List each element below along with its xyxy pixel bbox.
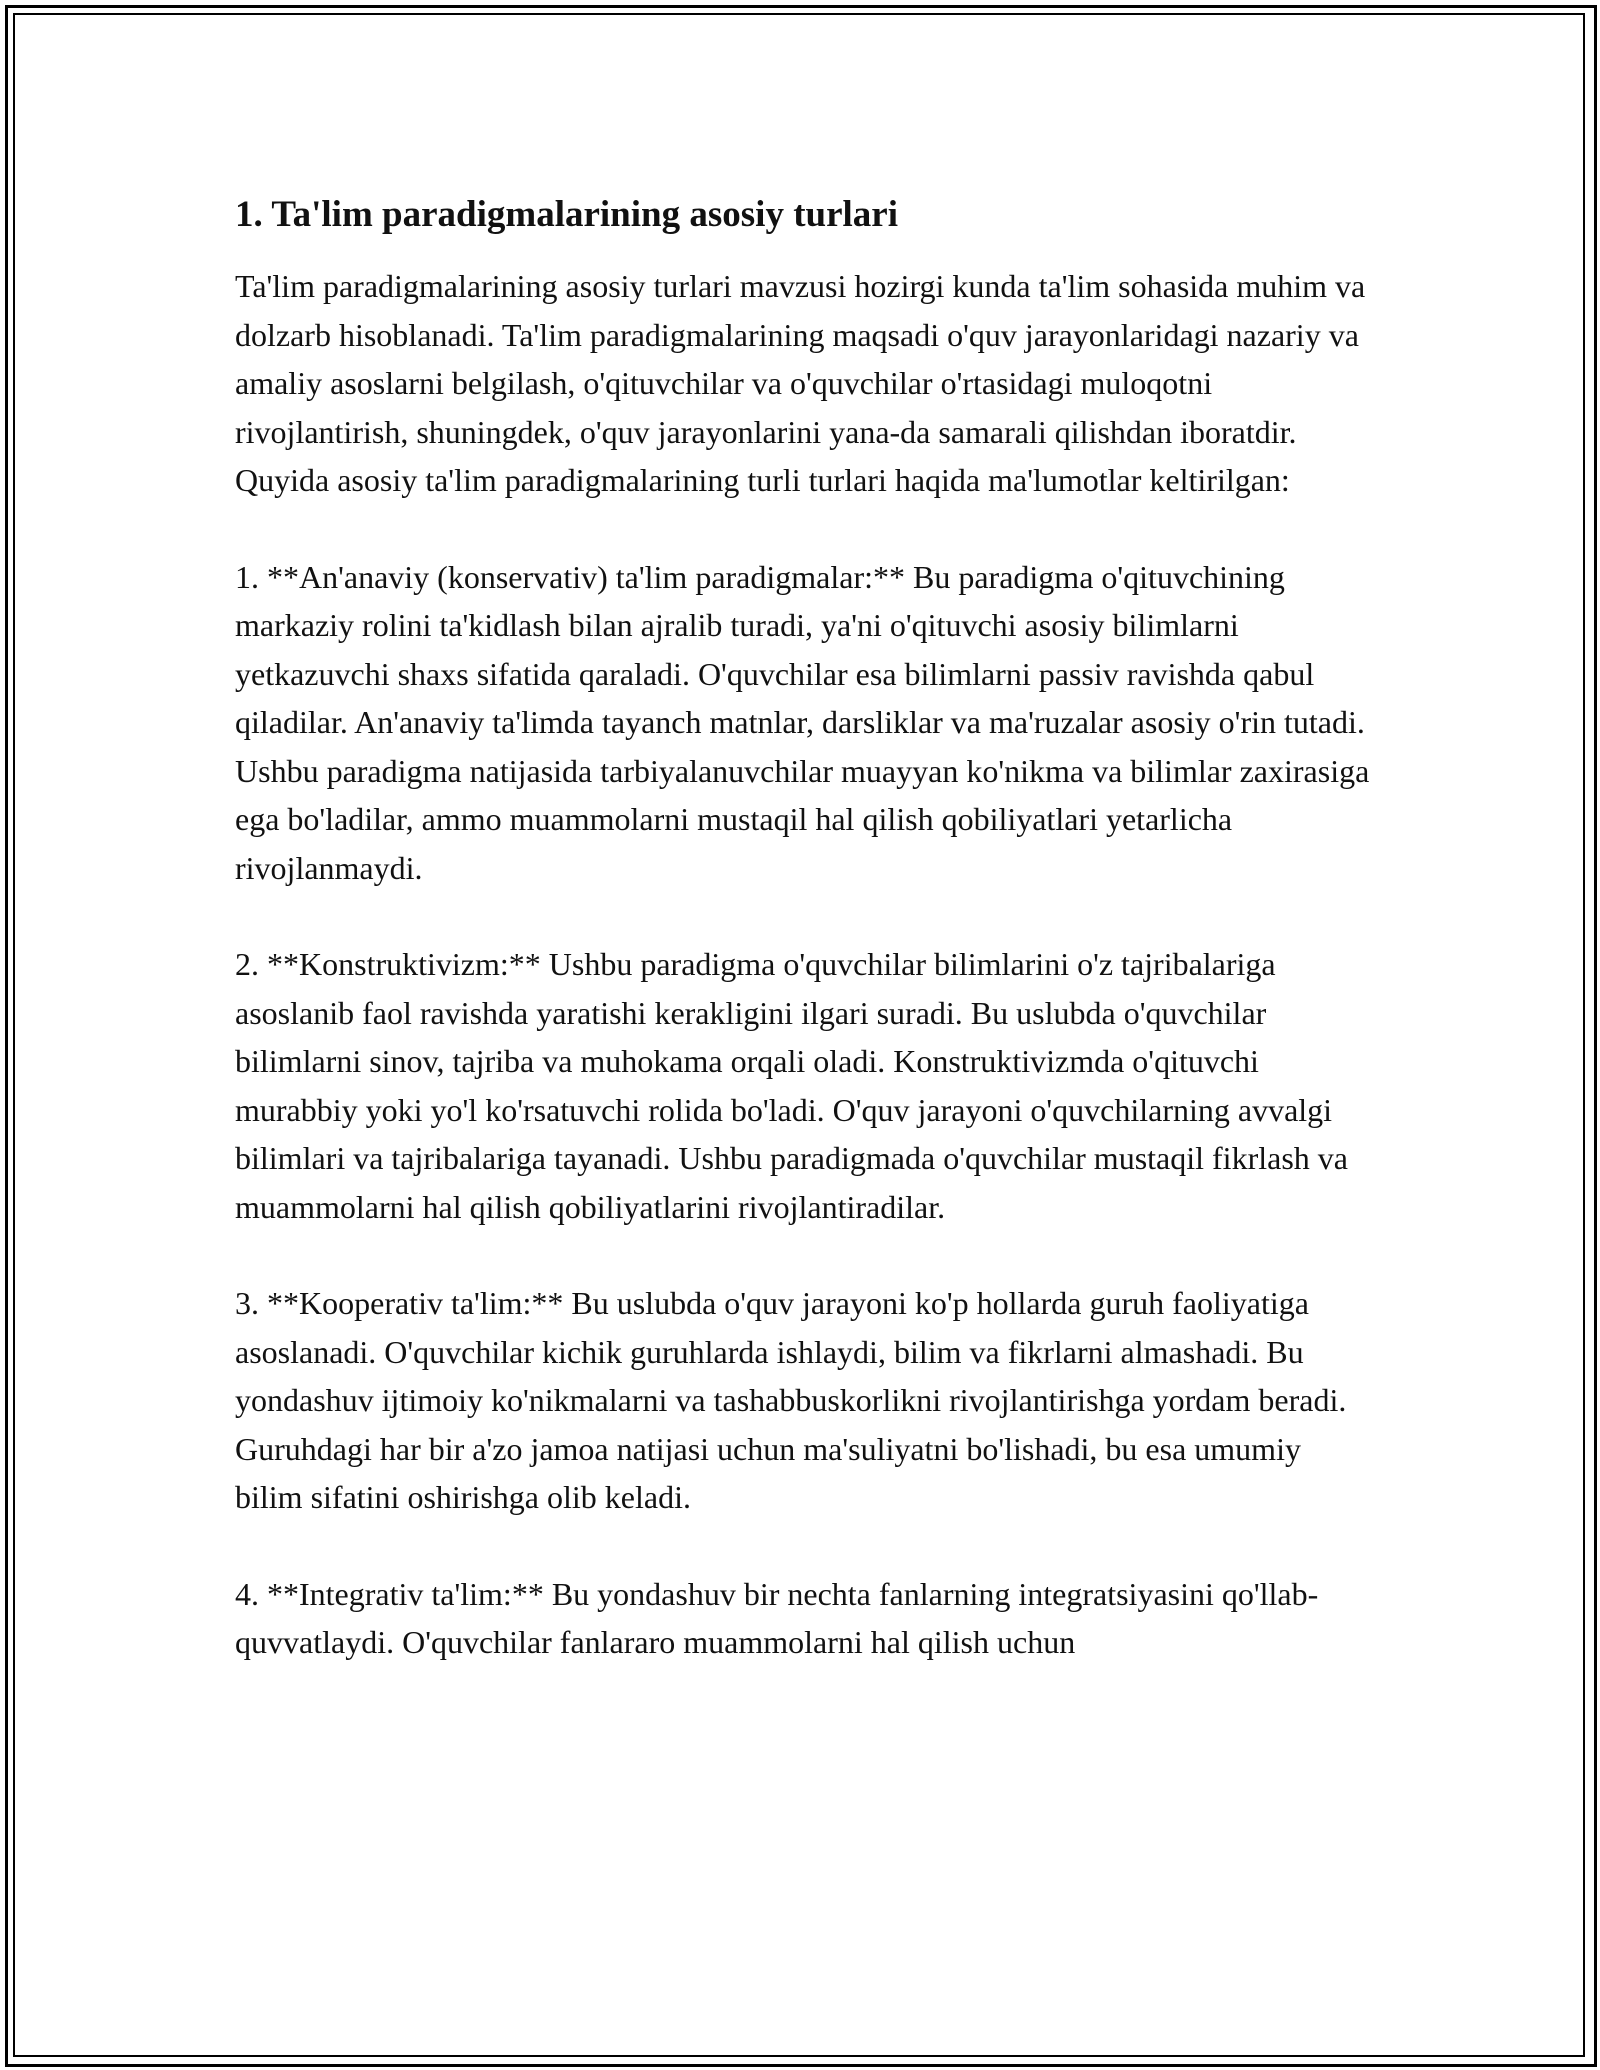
paragraph-traditional: 1. **An'anaviy (konservativ) ta'lim paradigmalar:** Bu paradigma o'qituvchining markaziy rolini ta'kidlash bilan ajralib turadi, ya'ni o'qituvchi asosiy bilimlarni yetkazuvchi shaxs sifatida qaraladi. O'quvchilar esa bilimlarni passiv ravishda qabul qiladilar. An'anaviy ta'limda tayanch matnlar, darsliklar va ma'ruzalar asosiy o'rin tutadi. Ushbu paradigma natijasida tarbiyalanuvchilar muayyan ko'nikma va bilimlar zaxirasiga ega bo'ladilar, ammo muammolarni mustaqil hal qilish qobiliyatlari yetarlicha rivojlanmaydi. (235, 558, 1370, 886)
document-body (235, 188, 1375, 1715)
paragraph-constructivism: 2. **Konstruktivizm:** Ushbu paradigma o'quvchilar bilimlarini o'z tajribalariga asoslanib faol ravishda yaratishi kerakligini ilgari suradi. Bu uslubda o'quvchilar bilimlarni sinov, tajriba va muhokama orqali oladi. Konstruktivizmda o'qituvchi murabbiy yoki yo'l ko'rsatuvchi rolida bo'ladi. O'quv jarayoni o'quvchilarning avvalgi bilimlari va tajribalariga tayanadi. Ushbu paradigmada o'quvchilar mustaqil fikrlash va muammolarni hal qilish qobiliyatlarini rivojlantiradilar. (235, 946, 1348, 1225)
paragraph-integrative: 4. **Integrativ ta'lim:** Bu yondashuv bir nechta fanlarning integratsiyasini qo'llab-quvvatlaydi. O'quvchilar fanlararo muammolarni hal qilish uchun (235, 1575, 1319, 1660)
section-heading: 1. Ta'lim paradigmalarining asosiy turlari (235, 194, 899, 235)
intro-paragraph: Ta'lim paradigmalarining asosiy turlari mavzusi hozirgi kunda ta'lim sohasida muhim va dolzarb hisoblanadi. Ta'lim paradigmalarining maqsadi o'quv jarayonlaridagi nazariy va amaliy asoslarni belgilash, o'qituvchilar va o'quvchilar o'rtasidagi muloqotni rivojlantirish, shuningdek, o'quv jarayonlarini yana-da samarali qilishdan iboratdir. Quyida asosiy ta'lim paradigmalarining turli turlari haqida ma'lumotlar keltirilgan: (235, 268, 1366, 498)
paragraph-cooperative: 3. **Kooperativ ta'lim:** Bu uslubda o'quv jarayoni ko'p hollarda guruh faoliyatiga asoslanadi. O'quvchilar kichik guruhlarda ishlaydi, bilim va fikrlarni almashadi. Bu yondashuv ijtimoiy ko'nikmalarni va tashabbuskorlikni rivojlantirishga yordam beradi. Guruhdagi har bir a'zo jamoa natijasi uchun ma'suliyatni bo'lishadi, bu esa umumiy bilim sifatini oshirishga olib keladi. (235, 1285, 1347, 1515)
